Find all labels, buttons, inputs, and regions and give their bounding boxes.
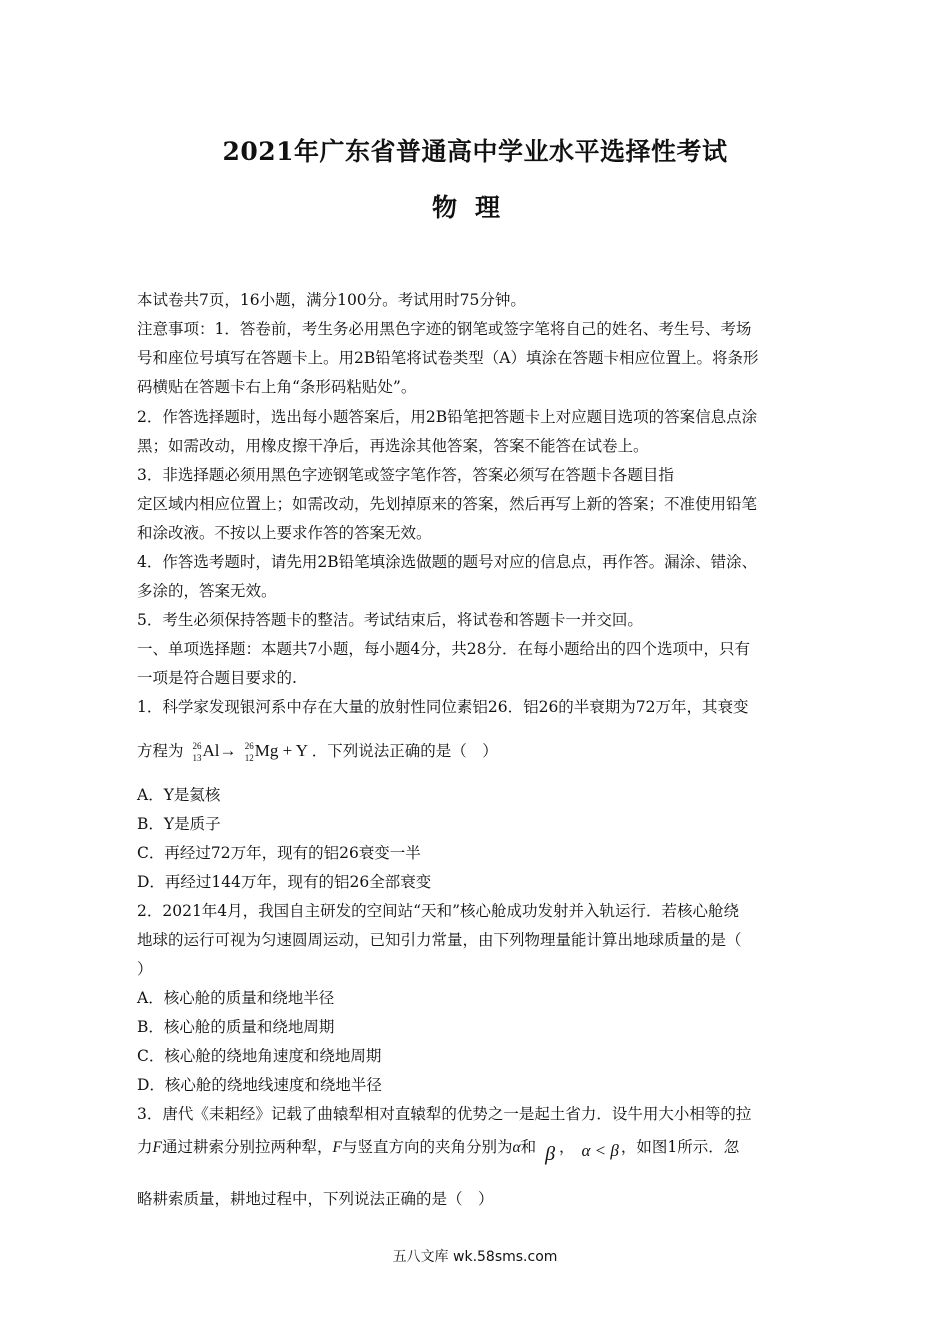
option-b: B．Y是质子 [137,815,221,833]
notice-line: 2．作答选择题时，选出每小题答案后，用2B铅笔把答题卡上对应题目选项的答案信息点涂 [137,408,758,426]
section-heading: 一、单项选择题：本题共7小题，每小题4分，共28分．在每小题给出的四个选项中，只有 [137,640,750,658]
force-symbol: F [332,1139,342,1156]
question-2-stem: ） [137,960,153,978]
notice-line: 注意事项：1．答卷前，考生务必用黑色字迹的钢笔或签字笔将自己的姓名、考生号、考场 [137,320,752,338]
formula-suffix: ．下列说法正确的是（ ） [311,742,498,760]
beta-symbol: β [545,1143,556,1165]
formula-prefix: 方程为 [137,742,184,760]
option-b: B．核心舱的质量和绕地周期 [137,1018,335,1036]
alpha-symbol: α [512,1139,521,1156]
option-d: D．再经过144万年，现有的铝26全部衰变 [137,873,432,891]
option-c: C．核心舱的绕地角速度和绕地周期 [137,1047,382,1065]
question-1-formula-line [137,738,817,762]
question-1-stem: 1．科学家发现银河系中存在大量的放射性同位素铝26．铝26的半衰期为72万年，其衰变 [137,698,749,716]
notice-line: 3．非选择题必须用黑色字迹钢笔或签字笔作答，答案必须写在答题卡各题目指 [137,466,674,484]
notice-line: 定区域内相应位置上；如需改动，先划掉原来的答案，然后再写上新的答案；不准使用铅笔 [137,495,758,513]
footer-watermark: 五八文库 wk.58sms.com [392,1249,558,1265]
question-3-stem: 3．唐代《耒耜经》记载了曲辕犁相对直辕犁的优势之一是起土省力．设牛用大小相等的拉 [137,1105,752,1123]
force-symbol: F [152,1139,162,1156]
option-c: C．再经过72万年，现有的铝26衰变一半 [137,844,421,862]
notice-line: 多涂的，答案无效。 [137,582,277,600]
notice-line: 和涂改液。不按以上要求作答的答案无效。 [137,524,432,542]
notice-line: 4．作答选考题时，请先用2B铅笔填涂选做题的题号对应的信息点，再作答。漏涂、错涂、 [137,553,758,571]
question-2-stem: 2．2021年4月，我国自主研发的空间站“天和”核心舱成功发射并入轨运行．若核心舱绕 [137,902,740,920]
question-2-stem: 地球的运行可视为匀速圆周运动，已知引力常量，由下列物理量能计算出地球质量的是（ [137,931,742,949]
mg-nuclide-numbers: 26 12 [244,741,254,763]
notice-line: 黑；如需改动，用橡皮擦干净后，再选涂其他答案，答案不能答在试卷上。 [137,437,649,455]
exam-title: 2021年广东省普通高中学业水平选择性考试 [222,137,728,166]
notice-line: 码横贴在答题卡右上角“条形码粘贴处”。 [137,378,417,396]
notice-line: 号和座位号填写在答题卡上。用2B铅笔将试卷类型（A）填涂在答题卡相应位置上。将条形 [137,349,759,367]
intro-line: 本试卷共7页，16小题，满分100分。考试用时75分钟。 [137,291,526,309]
section-heading: 一项是符合题目要求的. [137,669,297,687]
notice-line: 5．考生必须保持答题卡的整洁。考试结束后，将试卷和答题卡一并交回。 [137,611,643,629]
inequality: α < β [581,1141,619,1160]
question-3-stem: 略耕索质量，耕地过程中，下列说法正确的是（ ） [137,1190,494,1208]
subject-title: 物理 [431,193,518,222]
option-a: A．核心舱的质量和绕地半径 [137,989,335,1007]
question-3-stem: 力F通过耕索分别拉两种犁，F与竖直方向的夹角分别为α和 β ， α < β ，如图1所示．忽 [137,1138,740,1165]
option-d: D．核心舱的绕地线速度和绕地半径 [137,1076,382,1094]
option-a: A．Y是氦核 [137,786,221,804]
al-nuclide-numbers: 26 13 [192,741,202,763]
decay-equation: 26 13 Al→ 26 12 Mg + Y [188,741,311,760]
